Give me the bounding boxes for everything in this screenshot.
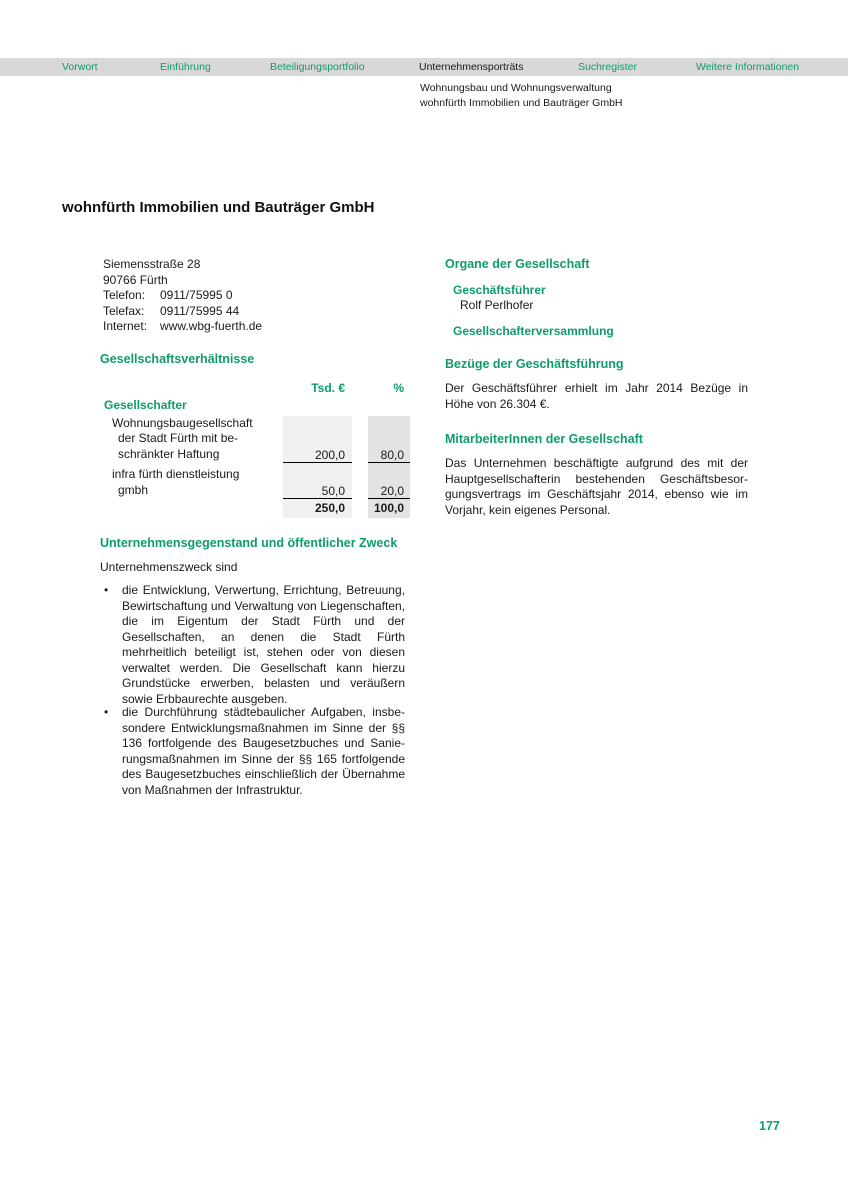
nav-item-einfuehrung[interactable]: Einführung xyxy=(160,61,211,73)
column-header-percent: % xyxy=(393,381,404,395)
breadcrumb-company: wohnfürth Immobilien und Bauträger GmbH xyxy=(420,97,623,109)
remuneration-heading: Bezüge der Geschäftsführung xyxy=(445,357,624,371)
total-percent: 100,0 xyxy=(373,501,404,515)
shareholder-row-label: gmbh xyxy=(118,483,149,497)
shareholder-row-label: schränkter Haftung xyxy=(118,447,220,461)
nav-item-beteiligungsportfolio[interactable]: Beteiligungsportfolio xyxy=(270,61,365,73)
nav-item-vorwort[interactable]: Vorwort xyxy=(62,61,98,73)
shareholder-row-value: 200,0 xyxy=(283,448,352,463)
website-value: www.wbg-fuerth.de xyxy=(160,319,263,333)
organs-heading: Organe der Gesellschaft xyxy=(445,257,590,271)
ownership-heading: Gesellschaftsverhältnisse xyxy=(100,352,255,366)
top-navigation xyxy=(0,58,848,76)
remuneration-text: Der Geschäftsführer erhielt im Jahr 2014 Bezüge in Höhe von 26.304 €. xyxy=(445,381,748,411)
shareholder-row-value: 50,0 xyxy=(283,484,352,499)
manager-name: Rolf Perlhofer xyxy=(460,298,534,312)
nav-item-weitere-informationen[interactable]: Weitere Informationen xyxy=(696,61,800,73)
nav-item-unternehmensportraets[interactable]: Unternehmensporträts xyxy=(419,61,524,73)
page-title: wohnfürth Immobilien und Bauträger GmbH xyxy=(62,199,375,216)
shareholder-row-label: infra fürth dienstleistung xyxy=(112,467,240,481)
purpose-bullet-2 xyxy=(100,705,405,798)
bullet-marker: • xyxy=(104,583,109,597)
employees-heading: MitarbeiterInnen der Gesellschaft xyxy=(445,432,643,446)
address-street: Siemensstraße 28 xyxy=(103,257,201,271)
website-label: Internet: xyxy=(103,319,148,333)
total-value: 250,0 xyxy=(314,501,345,515)
bullet-text: die Entwicklung, Verwertung, Errichtung, Betreuung, Bewirtschaftung und Verwaltung von Liegenschaften, die im Eigentum der Stadt Fürth und der Gesellschaften, an denen die Stadt Fürth mehrheitlich beteiligt ist, stehen oder von diesen verwaltet werden. Die Gesellschaft kann hierzu Grundstücke erwerben, belasten und veräußern sowie Erbbaurechte ausgeben. xyxy=(122,583,405,706)
bullet-text: die Durchführung städtebaulicher Aufgaben, insbesondere Entwicklungsmaßnahmen im Sinne der §§ 136 fortfolgende des Baugesetzbuches und Sanierungsmaßnahmen im Sinne der §§ 165 fortfolgende des Baugesetzbuches einschließlich der Übernahme von Maßnahmen der Infrastruktur. xyxy=(122,705,405,797)
contact-website xyxy=(103,319,262,335)
column-header-tsd-eur: Tsd. € xyxy=(311,381,345,395)
employees-text: Das Unternehmen beschäftigte aufgrund des mit der Hauptgesellschafterin bestehenden Geschäftsbesorgungsvertrags im Geschäftsjahr 2014, ebenso wie im Vorjahr, kein eigenes Personal. xyxy=(445,456,748,517)
assembly-subheading: Gesellschafterversammlung xyxy=(453,324,614,338)
contact-phone xyxy=(103,288,262,304)
contact-fax xyxy=(103,304,262,320)
manager-subheading: Geschäftsführer xyxy=(453,283,546,297)
shareholder-row-label: Wohnungsbaugesellschaft xyxy=(112,416,253,430)
phone-value: 0911/75995 0 xyxy=(160,288,233,302)
page-number: 177 xyxy=(759,1119,780,1133)
address-city: 90766 Fürth xyxy=(103,272,168,287)
fax-value: 0911/75995 44 xyxy=(160,303,240,318)
purpose-bullet-1 xyxy=(100,583,405,707)
shareholder-row-percent: 20,0 xyxy=(368,484,410,499)
purpose-intro: Unternehmenszweck sind xyxy=(100,560,238,574)
purpose-heading: Unternehmensgegenstand und öffentlicher Zweck xyxy=(100,536,398,550)
phone-label: Telefon: xyxy=(103,288,146,302)
shareholder-row-percent: 80,0 xyxy=(368,448,410,463)
shareholders-group-label: Gesellschafter xyxy=(104,398,187,412)
nav-item-suchregister[interactable]: Suchregister xyxy=(578,61,637,73)
fax-label: Telefax: xyxy=(103,303,145,318)
address-block xyxy=(103,257,262,335)
bullet-marker: • xyxy=(104,705,109,719)
breadcrumb-chapter: Wohnungsbau und Wohnungsverwaltung xyxy=(420,82,612,94)
shareholder-row-label: der Stadt Fürth mit be- xyxy=(118,431,239,445)
